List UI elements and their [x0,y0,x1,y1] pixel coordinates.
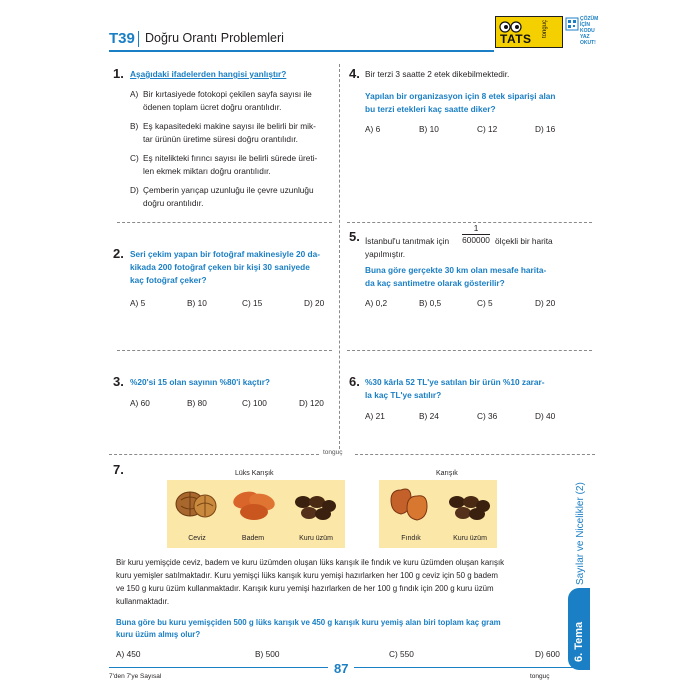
q6-option-c[interactable]: C) 36 [477,411,498,421]
option-line: Bir kırtasiyede fotokopi çekilen sayfa sayısı ile [143,89,312,99]
question-5-number: 5. [349,229,360,244]
option-line: tar ürünün üretime süresi doğru orantılıdır. [143,134,298,144]
option-line: len ekmek miktarı doğru orantılıdır. [143,166,271,176]
question-5-intro [365,223,595,261]
raisin-icon [293,494,337,527]
logo-side-text: tonguç [542,20,548,39]
q2-option-c[interactable]: C) 15 [242,298,263,308]
q7-option-b[interactable]: B) 500 [255,649,280,659]
option-line: doğru orantılıdır. [143,198,204,208]
divider [117,222,332,223]
almond-icon [230,488,278,527]
hazelnut-icon [389,486,431,529]
mix2-item-label: Kuru üzüm [453,535,487,542]
option-label: B) [130,121,139,131]
question-line: %30 kârla 52 TL'ye satılan bir ürün %10 zarar- [365,377,545,387]
q3-option-b[interactable]: B) 80 [187,398,207,408]
question-7-number: 7. [113,462,124,477]
question-4-intro: Bir terzi 3 saatte 2 etek dikebilmektedir. [365,69,510,79]
header-separator [138,31,139,47]
question-7-question [116,617,556,641]
tats-logo [495,16,563,48]
raisin-icon [447,494,491,527]
qr-caption-line: KODU [580,28,595,34]
qr-caption-line: OKUT! [580,40,596,46]
qr-code-icon[interactable] [565,16,579,46]
q4-option-b[interactable]: B) 10 [419,124,439,134]
side-subject-label: Sayılar ve Nicelikler (2) [575,482,586,585]
scale-fraction [461,223,491,246]
option-label: A) [130,89,139,99]
question-6-text [365,376,595,402]
question-4-number: 4. [349,66,360,81]
page-title: Doğru Orantı Problemleri [145,31,284,45]
walnut-icon [173,486,219,527]
qr-caption-line: ÇÖZÜM [580,16,599,22]
option-line: Çemberin yarıçap uzunluğu ile çevre uzunluğu [143,185,314,195]
question-line: kaç fotoğraf çeker? [130,275,207,285]
intro-text: yapılmıştır. [365,249,406,259]
page-number: 87 [328,661,354,676]
side-tema-tab [568,588,590,670]
question-1-number: 1. [113,66,124,81]
qr-caption [580,16,598,46]
q4-option-d[interactable]: D) 16 [535,124,556,134]
question-line: Yapılan bir organizasyon için 8 etek siparişi alan [365,91,556,101]
q5-option-a[interactable]: A) 0,2 [365,298,388,308]
question-6-number: 6. [349,374,360,389]
question-line: la kaç TL'ye satılır? [365,390,442,400]
q6-option-b[interactable]: B) 24 [419,411,439,421]
side-tema-label: 6. Tema [573,621,585,662]
q3-option-d[interactable]: D) 120 [299,398,324,408]
fraction-denominator: 600000 [462,235,490,245]
q5-option-d[interactable]: D) 20 [535,298,556,308]
question-line: Buna göre gerçekte 30 km olan mesafe harita- [365,265,547,275]
option-label: C) [130,153,139,163]
option-label: D) [130,185,139,195]
body-line: kullanmaktadır. [116,597,170,606]
mix1-item-label: Badem [241,535,265,542]
column-divider [339,64,340,449]
mix1-box [167,480,345,548]
q7-option-d[interactable]: D) 600 [535,649,560,659]
q4-option-c[interactable]: C) 12 [477,124,498,134]
question-line: bu terzi etekleri kaç saatte diker? [365,104,496,114]
mix1-item-label: Ceviz [188,535,206,542]
divider [347,350,592,351]
mix2-title: Karışık [436,470,458,477]
divider [117,350,332,351]
question-line: kikada 200 fotoğraf çeken bir kişi 30 saniyede [130,262,310,272]
divider [109,454,319,455]
question-line: Buna göre bu kuru yemişçiden 500 g lüks karışık ve 450 g karışık kuru yemiş alan biri toplam kaç gram [116,618,501,627]
question-line: kuru üzüm almış olur? [116,630,201,639]
q6-option-a[interactable]: A) 21 [365,411,385,421]
fraction-numerator: 1 [473,223,479,233]
q7-option-c[interactable]: C) 550 [389,649,414,659]
mix1-item-label: Kuru üzüm [299,535,333,542]
intro-text: ölçekli bir harita [495,236,553,246]
mix2-box [379,480,497,548]
divider-brand: tonguç [323,449,343,456]
question-3-prompt: %20'si 15 olan sayının %80'i kaçtır? [130,377,270,387]
header-rule [109,50,494,52]
question-1-prompt: Aşağıdaki ifadelerden hangisi yanlıştır? [130,69,287,79]
body-line: ve 150 g kuru üzüm kullanmaktadır. Karışık kuru yemişi hazırlarken de her 100 g fındık için 200 g kuru üzüm [116,584,494,593]
footer-right: tonguç [530,673,550,680]
option-line: Eş nitelikteki fırıncı sayısı ile belirli sürede üreti- [143,153,318,163]
qr-caption-line: YAZ [580,34,590,40]
header-code: T39 [109,30,135,47]
q3-option-a[interactable]: A) 60 [130,398,150,408]
logo-text: TATS [500,32,532,46]
worksheet-page [97,0,607,700]
logo-face-icon [499,20,523,32]
q7-option-a[interactable]: A) 450 [116,649,141,659]
question-line: Seri çekim yapan bir fotoğraf makinesiyle 20 da- [130,249,320,259]
question-7-body [116,556,556,608]
mix2-item-label: Fındık [401,535,421,542]
footer-left: 7'den 7'ye Sayısal [109,673,162,680]
question-2-number: 2. [113,246,124,261]
body-line: kuru yemişler satılmaktadır. Kuru yemişçi lüks karışık kuru yemişi hazırlarken her 100 g ceviz için 50 g badem [116,571,498,580]
option-line: Eş kapasitedeki makine sayısı ile belirli bir mik- [143,121,316,131]
intro-text: İstanbul'u tanıtmak için [365,236,450,246]
body-line: Bir kuru yemişçide ceviz, badem ve kuru üzümden oluşan lüks karışık ile fındık ve kuru üzümden oluşan karışık [116,558,505,567]
q2-option-d[interactable]: D) 20 [304,298,325,308]
q3-option-c[interactable]: C) 100 [242,398,267,408]
question-4-text [365,90,590,116]
divider [355,454,595,455]
option-line: ödenen toplam ücret doğru orantılıdır. [143,102,282,112]
q2-option-b[interactable]: B) 10 [187,298,207,308]
q5-option-c[interactable]: C) 5 [477,298,493,308]
q5-option-b[interactable]: B) 0,5 [419,298,442,308]
q6-option-d[interactable]: D) 40 [535,411,556,421]
mix1-title: Lüks Karışık [235,470,274,477]
question-line: da kaç santimetre olarak gösterilir? [365,278,505,288]
q4-option-a[interactable]: A) 6 [365,124,381,134]
qr-caption-line: İÇİN [580,22,590,28]
question-3-number: 3. [113,374,124,389]
question-5-text [365,264,595,290]
q2-option-a[interactable]: A) 5 [130,298,146,308]
question-2-text [130,248,335,287]
